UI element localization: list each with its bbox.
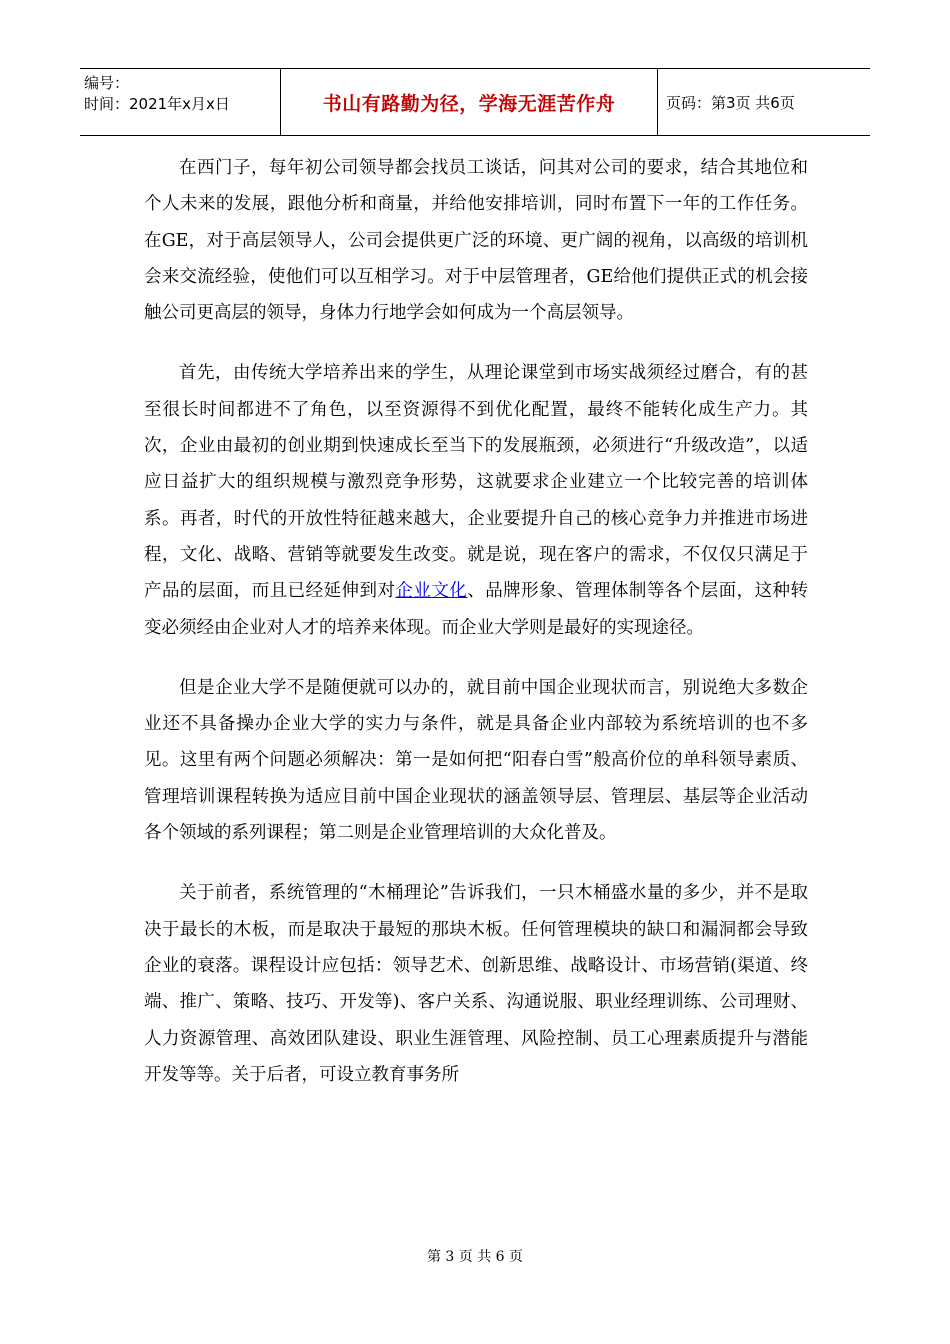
paragraph-4: 关于前者，系统管理的“木桶理论”告诉我们，一只木桶盛水量的多少，并不是取决于最长的木板，而是取决于最短的那块木板。任何管理模块的缺口和漏洞都会导致企业的衰落。课程设计应包括：领导艺术、创新思维、战略设计、市场营销(渠道、终端、推广、策略、技巧、开发等)、客户关系、沟通说服、职业经理训练、公司理财、人力资源管理、高效团队建设、职业生涯管理、风险控制、员工心理素质提升与潜能开发等等。关于后者，可设立教育事务所 bbox=[144, 883, 808, 1085]
paragraph-2-text-a: 首先，由传统大学培养出来的学生，从理论课堂到市场实战须经过磨合，有的甚至很长时间都进不了角色，以至资源得不到优化配置，最终不能转化成生产力。其次，企业由最初的创业期到快速成长至当下的发展瓶颈，必须进行“升级改造”，以适应日益扩大的组织规模与激烈竞争形势，这就要求企业建立一个比较完善的培训体系。再者，时代的开放性特征越来越大，企业要提升自己的核心竞争力并推进市场进程，文化、战略、营销等就要发生改变。就是说，现在客户的需求，不仅仅只满足于产品的层面，而且已经延伸到对 bbox=[144, 363, 808, 602]
header-page-number: 页码：第3页 共6页 bbox=[666, 93, 795, 112]
header-meta bbox=[80, 69, 281, 135]
page-header bbox=[80, 68, 870, 136]
date-label: 时间：2021年x月x日 bbox=[84, 95, 230, 113]
paragraph-3: 但是企业大学不是随便就可以办的，就目前中国企业现状而言，别说绝大多数企业还不具备操办企业大学的实力与条件，就是具备企业内部较为系统培训的也不多见。这里有两个问题必须解决：第一是如何把“阳春白雪”般高价位的单科领导素质、管理培训课程转换为适应目前中国企业现状的涵盖领导层、管理层、基层等企业活动各个领域的系列课程；第二则是企业管理培训的大众化普及。 bbox=[144, 677, 808, 844]
paragraph-2-text-b: 、品牌形象、管理体制等各个层面，这种转变必须经由企业对人才的培养来体现。而企业大学则是最好的实现途径。 bbox=[144, 581, 809, 638]
paragraph-2 bbox=[144, 355, 808, 645]
serial-number-label: 编号： bbox=[84, 74, 130, 92]
header-motto: 书山有路勤为径，学海无涯苦作舟 bbox=[281, 69, 658, 135]
paragraph-1: 在西门子，每年初公司领导都会找员工谈话，问其对公司的要求，结合其地位和个人未来的发展，跟他分析和商量，并给他安排培训，同时布置下一年的工作任务。在GE，对于高层领导人，公司会提供更广泛的环境、更广阔的视角，以高级的培训机会来交流经验，使他们可以互相学习。对于中层管理者，GE给他们提供正式的机会接触公司更高层的领导，身体力行地学会如何成为一个高层领导。 bbox=[144, 158, 808, 324]
page-footer: 第 3 页 共 6 页 bbox=[426, 1249, 524, 1265]
document-body bbox=[144, 150, 808, 1117]
corporate-culture-link[interactable]: 企业文化 bbox=[395, 581, 468, 602]
